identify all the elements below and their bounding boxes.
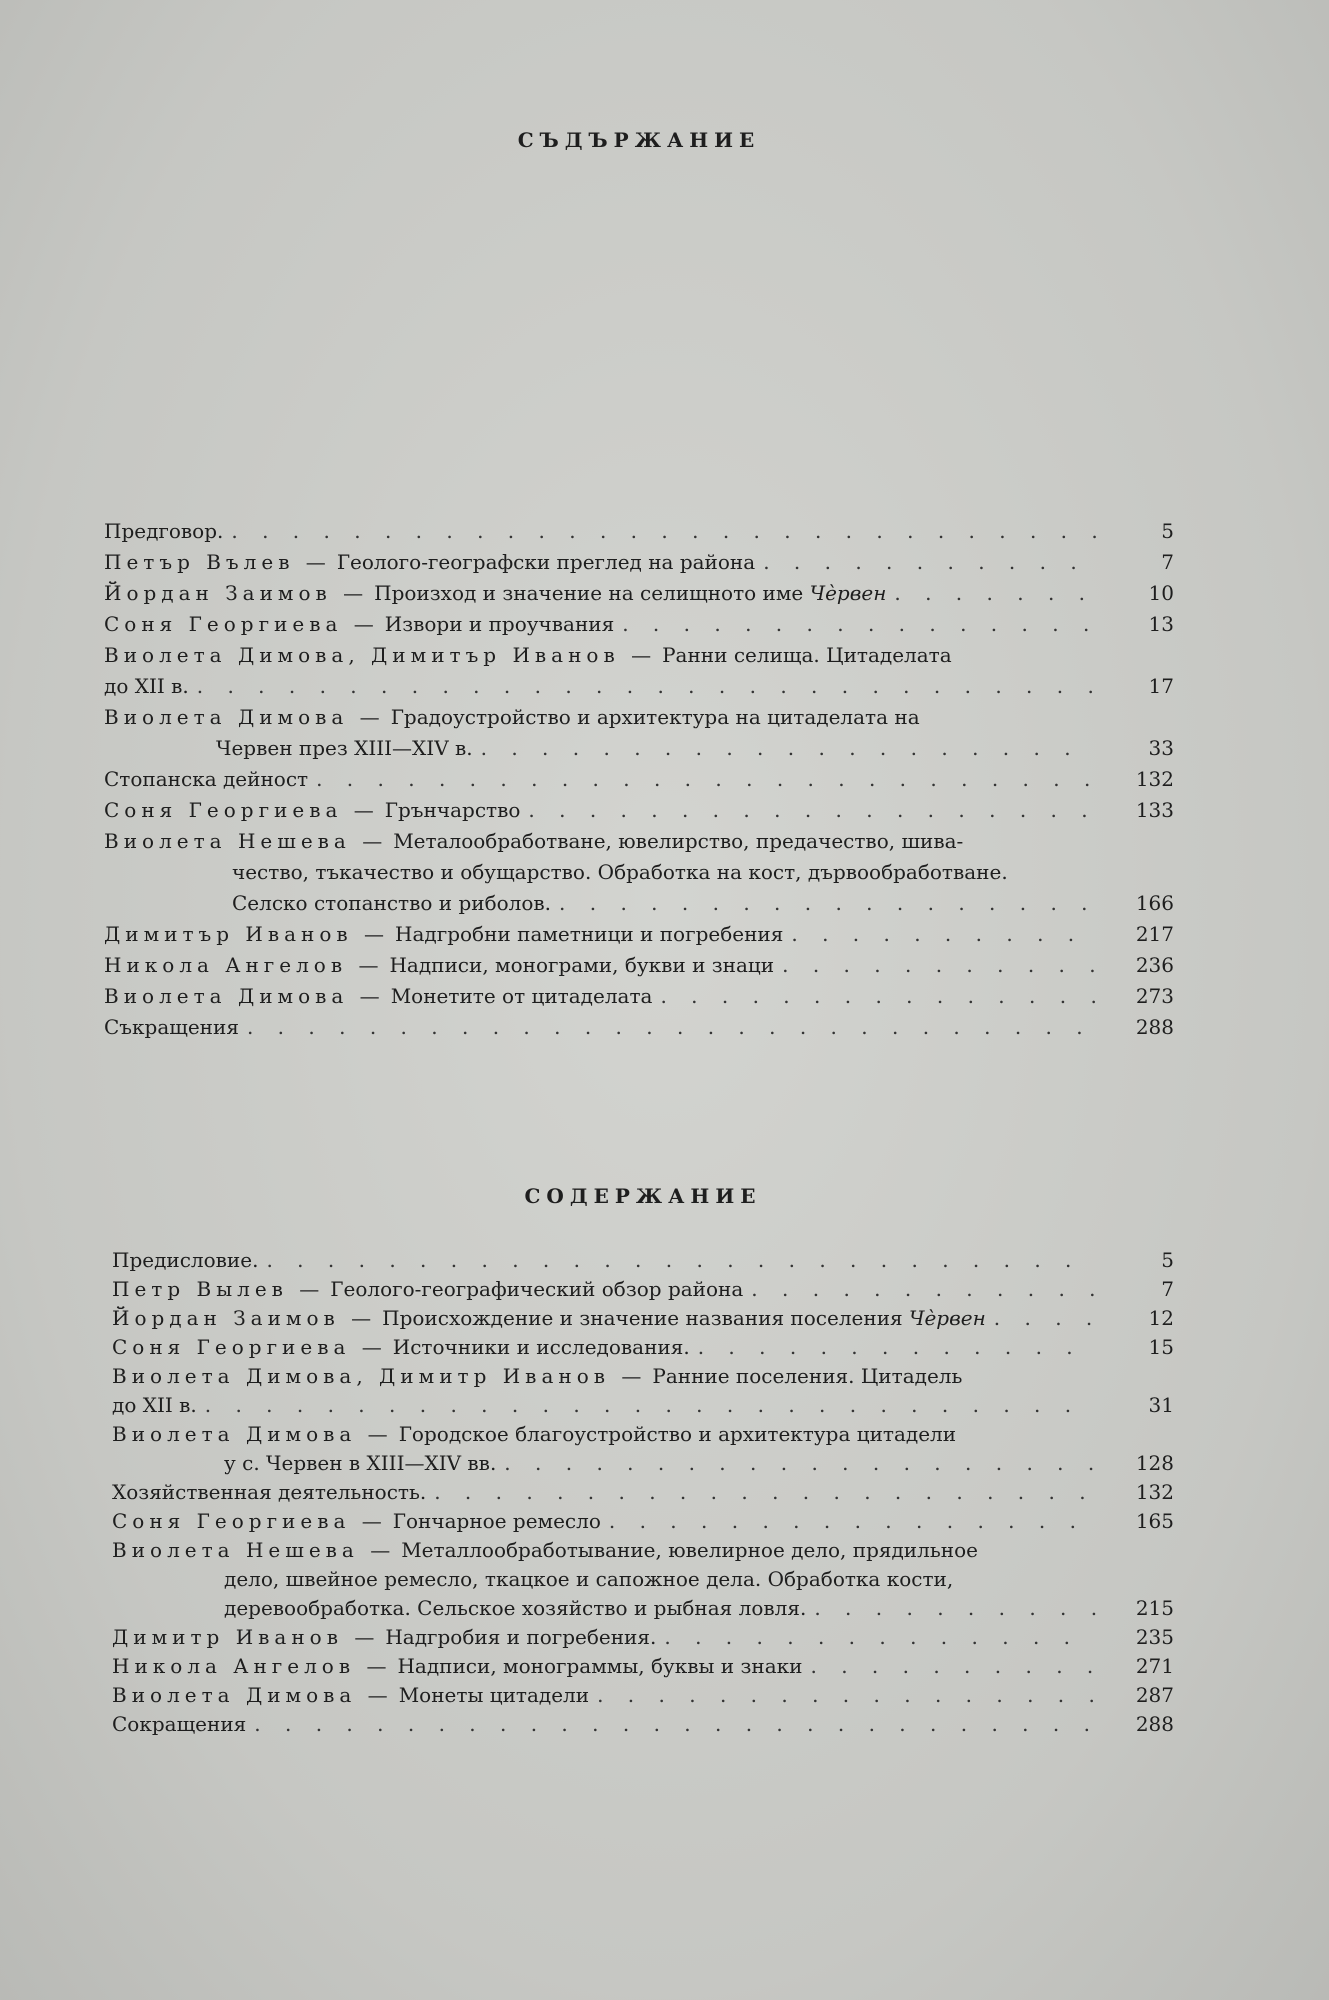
toc-entry — [112, 1681, 1174, 1710]
leader-dots — [622, 609, 1096, 640]
leader-dots — [782, 950, 1096, 981]
toc-entry — [112, 1304, 1174, 1333]
leader-dots — [316, 764, 1096, 795]
entry-title — [104, 1012, 239, 1043]
entry-author: Йордан Заимов — — [104, 581, 369, 605]
entry-title — [112, 1391, 197, 1420]
entry-author: Петр Вылев — — [112, 1277, 325, 1301]
toc-entry — [112, 1275, 1174, 1304]
entry-author: Йордан Заимов — — [112, 1306, 377, 1330]
toc-line — [104, 826, 1174, 857]
toc-entry — [104, 795, 1174, 826]
entry-author: Виолета Димова — — [104, 984, 385, 1008]
toc-line — [112, 1594, 1174, 1623]
toc-entry — [104, 826, 1174, 919]
page-number: 13 — [1148, 612, 1174, 636]
page-number: 31 — [1148, 1393, 1174, 1417]
toc-entry — [104, 981, 1174, 1012]
leader-dots — [559, 888, 1096, 919]
toc-entry — [104, 1012, 1174, 1043]
toc-line — [104, 516, 1174, 547]
page-number: 236 — [1135, 953, 1174, 977]
entry-title-text: Съкращения — [104, 1015, 239, 1039]
page-number: 217 — [1135, 922, 1174, 946]
entry-title — [385, 795, 521, 826]
entry-author: Соня Георгиева — — [112, 1509, 387, 1533]
entry-title — [112, 1246, 258, 1275]
page-number: 287 — [1135, 1683, 1174, 1707]
page-number: 5 — [1161, 519, 1174, 543]
toc-line — [112, 1507, 1174, 1536]
entry-title-text: Надгробни паметници и погребения — [395, 922, 784, 946]
entry-title-text: Источники и исследования. — [392, 1335, 690, 1359]
toc-line — [104, 888, 1174, 919]
leader-dots — [814, 1594, 1096, 1623]
toc-line — [104, 733, 1174, 764]
leader-dots — [528, 795, 1096, 826]
entry-title-text: деревообработка. Сельское хозяйство и рыбная ловля. — [224, 1596, 807, 1620]
toc-entry — [112, 1507, 1174, 1536]
toc-line — [104, 640, 1174, 671]
toc-entry — [112, 1652, 1174, 1681]
entry-title — [216, 733, 473, 764]
page-number: 12 — [1148, 1306, 1174, 1330]
entry-title-text: до XII в. — [112, 1393, 197, 1417]
entry-title — [104, 516, 223, 547]
toc-entry — [104, 640, 1174, 702]
entry-author: Виолета Димова — — [112, 1422, 393, 1446]
leader-dots — [434, 1478, 1096, 1507]
toc-entry — [104, 702, 1174, 764]
toc-list — [104, 516, 1174, 1043]
toc-entry — [112, 1478, 1174, 1507]
toc-entry — [104, 609, 1174, 640]
entry-title-italic: Чѐрвен — [809, 581, 887, 605]
entry-author: Никола Ангелов — — [112, 1654, 392, 1678]
toc-line — [104, 547, 1174, 578]
entry-author: Виолета Димова — — [104, 705, 385, 729]
entry-title — [104, 764, 308, 795]
toc-line — [104, 578, 1174, 609]
entry-title-text: Геолого-географски преглед на района — [336, 550, 756, 574]
page-number: 15 — [1148, 1335, 1174, 1359]
toc-line — [112, 1565, 1174, 1594]
toc-line — [104, 857, 1174, 888]
toc-entry — [104, 547, 1174, 578]
toc-line — [104, 795, 1174, 826]
page-number: 288 — [1135, 1712, 1174, 1736]
leader-dots — [254, 1710, 1096, 1739]
toc-entry — [112, 1420, 1174, 1478]
entry-title-text: Надписи, монограммы, буквы и знаки — [397, 1654, 803, 1678]
leader-dots — [504, 1449, 1096, 1478]
toc-line — [112, 1246, 1174, 1275]
leader-dots — [597, 1681, 1096, 1710]
entry-title — [393, 826, 963, 857]
page-number: 7 — [1161, 550, 1174, 574]
leader-dots — [791, 919, 1096, 950]
leader-dots — [810, 1652, 1096, 1681]
toc-line — [112, 1391, 1174, 1420]
entry-title — [395, 919, 783, 950]
toc-line — [112, 1304, 1174, 1333]
leader-dots — [664, 1623, 1096, 1652]
entry-title-text: Монетите от цитаделата — [390, 984, 653, 1008]
entry-title — [385, 609, 614, 640]
toc-line — [112, 1623, 1174, 1652]
leader-dots — [247, 1012, 1096, 1043]
toc-line — [104, 950, 1174, 981]
leader-dots — [660, 981, 1096, 1012]
toc-line — [104, 1012, 1174, 1043]
page-number: 273 — [1135, 984, 1174, 1008]
entry-author: Виолета Димова — — [112, 1683, 393, 1707]
leader-dots — [266, 1246, 1096, 1275]
entry-title-text: Градоустройство и архитектура на цитаделата на — [390, 705, 920, 729]
entry-title — [374, 578, 886, 609]
entry-title — [389, 950, 774, 981]
entry-title — [337, 547, 755, 578]
page-number: 165 — [1135, 1509, 1174, 1533]
page-number: 271 — [1135, 1654, 1174, 1678]
leader-dots — [609, 1507, 1096, 1536]
page-number: 166 — [1135, 891, 1174, 915]
leader-dots — [205, 1391, 1096, 1420]
entry-title-text: Надгробия и погребения. — [385, 1625, 657, 1649]
toc-line — [104, 671, 1174, 702]
page-number: 288 — [1135, 1015, 1174, 1039]
page-number: 10 — [1148, 581, 1174, 605]
page-number: 133 — [1135, 798, 1174, 822]
entry-author: Виолета Димова, Димитър Иванов — — [104, 643, 657, 667]
entry-title — [391, 702, 920, 733]
entry-title-text: Извори и проучвания — [384, 612, 615, 636]
toc-entry — [112, 1710, 1174, 1739]
entry-author: Виолета Димова, Димитр Иванов — — [112, 1364, 647, 1388]
toc-entry — [104, 919, 1174, 950]
leader-dots — [751, 1275, 1096, 1304]
entry-author: Соня Георгиева — — [104, 798, 379, 822]
toc-line — [112, 1275, 1174, 1304]
entry-title-text: Геолого-географический обзор района — [330, 1277, 744, 1301]
entry-title — [385, 1623, 656, 1652]
toc-entry — [112, 1246, 1174, 1275]
toc-line — [104, 702, 1174, 733]
entry-title-text: Металлообработывание, ювелирное дело, прядильное — [401, 1538, 978, 1562]
entry-title — [382, 1304, 986, 1333]
entry-title-text: Металообработване, ювелирство, предачество, шива- — [393, 829, 964, 853]
toc-entry — [112, 1623, 1174, 1652]
entry-title — [232, 857, 1008, 888]
entry-title-italic: Чѐрвен — [909, 1306, 986, 1330]
entry-title-text: дело, швейное ремесло, ткацкое и сапожное дела. Обработка кости, — [224, 1567, 954, 1591]
entry-title-text: Произход и значение на селищното име — [374, 581, 804, 605]
page-number: 215 — [1135, 1596, 1174, 1620]
entry-title — [399, 1681, 589, 1710]
leader-dots — [481, 733, 1096, 764]
toc-bulgarian — [104, 128, 1174, 1043]
entry-title — [397, 1652, 802, 1681]
entry-title — [401, 1536, 978, 1565]
entry-title-text: Городское благоустройство и архитектура цитадели — [398, 1422, 957, 1446]
entry-title — [224, 1594, 806, 1623]
toc-entry — [104, 578, 1174, 609]
entry-author: Никола Ангелов — — [104, 953, 384, 977]
toc-entry — [104, 764, 1174, 795]
page-number: 128 — [1135, 1451, 1174, 1475]
entry-title-text: Надписи, монограми, букви и знаци — [389, 953, 775, 977]
leader-dots — [698, 1333, 1096, 1362]
toc-line — [104, 764, 1174, 795]
page-number: 33 — [1148, 736, 1174, 760]
toc-line — [112, 1333, 1174, 1362]
entry-title — [652, 1362, 962, 1391]
page-number: 132 — [1135, 767, 1174, 791]
entry-title — [330, 1275, 743, 1304]
entry-title-text: до XII в. — [104, 674, 189, 698]
entry-title-text: Грънчарство — [384, 798, 521, 822]
entry-title-text: у с. Червен в XIII—XIV вв. — [224, 1451, 497, 1475]
leader-dots — [197, 671, 1096, 702]
entry-author: Соня Георгиева — — [112, 1335, 387, 1359]
entry-title — [232, 888, 551, 919]
entry-title-text: Предговор. — [104, 519, 224, 543]
page-number: 5 — [1161, 1248, 1174, 1272]
entry-title — [112, 1710, 246, 1739]
toc-entry — [112, 1536, 1174, 1623]
entry-author: Димитр Иванов — — [112, 1625, 380, 1649]
toc-line — [112, 1681, 1174, 1710]
toc-line — [104, 609, 1174, 640]
entry-title-text: Сокращения — [112, 1712, 247, 1736]
entry-title — [662, 640, 952, 671]
entry-title-text: Предисловие. — [112, 1248, 259, 1272]
toc-line — [112, 1420, 1174, 1449]
leader-dots — [994, 1304, 1096, 1333]
toc-line — [112, 1478, 1174, 1507]
entry-title-text: Селско стопанство и риболов. — [232, 891, 552, 915]
entry-author: Виолета Нешева — — [112, 1538, 396, 1562]
entry-title-text: Монеты цитадели — [398, 1683, 590, 1707]
entry-title — [393, 1507, 601, 1536]
toc-title: СОДЕРЖАНИЕ — [524, 1184, 762, 1208]
toc-line — [112, 1536, 1174, 1565]
toc-line — [104, 981, 1174, 1012]
entry-title-text: Червен през XIII—XIV в. — [216, 736, 473, 760]
toc-line — [112, 1652, 1174, 1681]
leader-dots — [763, 547, 1096, 578]
toc-line — [112, 1710, 1174, 1739]
entry-author: Димитър Иванов — — [104, 922, 390, 946]
entry-title — [224, 1565, 953, 1594]
entry-title-text: Хозяйственная деятельность. — [112, 1480, 427, 1504]
entry-author: Петър Вълев — — [104, 550, 331, 574]
leader-dots — [894, 578, 1096, 609]
page-number: 132 — [1135, 1480, 1174, 1504]
leader-dots — [231, 516, 1096, 547]
toc-list — [112, 1246, 1174, 1739]
entry-title-text: Стопанска дейност — [104, 767, 309, 791]
page-number: 7 — [1161, 1277, 1174, 1301]
toc-entry — [104, 516, 1174, 547]
entry-title-text: Происхождение и значение названия поселения — [382, 1306, 903, 1330]
toc-entry — [104, 950, 1174, 981]
page-number: 17 — [1148, 674, 1174, 698]
entry-title-text: Ранние поселения. Цитадель — [652, 1364, 963, 1388]
entry-title-text: чество, тъкачество и обущарство. Обработка на кост, дървообработване. — [232, 860, 1008, 884]
entry-author: Виолета Нешева — — [104, 829, 388, 853]
toc-line — [112, 1449, 1174, 1478]
entry-title — [224, 1449, 496, 1478]
entry-title — [399, 1420, 956, 1449]
entry-title-text: Гончарное ремесло — [392, 1509, 601, 1533]
toc-entry — [112, 1333, 1174, 1362]
entry-author: Соня Георгиева — — [104, 612, 379, 636]
entry-title-text: Ранни селища. Цитаделата — [662, 643, 952, 667]
toc-title: СЪДЪРЖАНИЕ — [517, 128, 761, 152]
entry-title — [393, 1333, 690, 1362]
toc-line — [104, 919, 1174, 950]
toc-entry — [112, 1362, 1174, 1420]
toc-line — [112, 1362, 1174, 1391]
toc-russian — [112, 1184, 1174, 1739]
entry-title — [104, 671, 189, 702]
entry-title — [391, 981, 653, 1012]
page-number: 235 — [1135, 1625, 1174, 1649]
entry-title — [112, 1478, 426, 1507]
